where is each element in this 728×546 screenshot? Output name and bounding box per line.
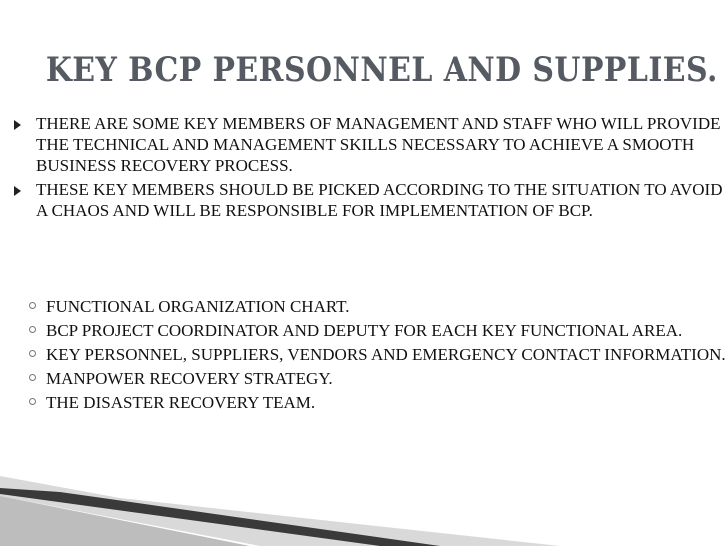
sub-bullet-item	[29, 392, 726, 413]
ring-bullet-icon	[29, 302, 36, 309]
sub-bullet-text: BCP PROJECT COORDINATOR AND DEPUTY FOR EACH KEY FUNCTIONAL AREA.	[46, 321, 683, 340]
bullet-item	[14, 113, 724, 176]
sub-bullet-text: THE DISASTER RECOVERY TEAM.	[46, 393, 316, 412]
sub-bullet-text: KEY PERSONNEL, SUPPLIERS, VENDORS AND EMERGENCY CONTACT INFORMATION.	[46, 345, 726, 364]
footer-swoosh-decoration	[0, 466, 728, 546]
ring-bullet-icon	[29, 326, 36, 333]
bullet-arrow-icon	[14, 186, 21, 196]
sub-bullet-item	[29, 368, 726, 389]
sub-bullet-item	[29, 296, 726, 317]
ring-bullet-icon	[29, 398, 36, 405]
bullet-text: THERE ARE SOME KEY MEMBERS OF MANAGEMENT AND STAFF WHO WILL PROVIDE THE TECHNICAL AND MANAGEMENT SKILLS NECESSARY TO ACHIEVE A SMOOTH BUSINESS RECOVERY PROCESS.	[36, 114, 721, 175]
sub-bullet-item	[29, 320, 726, 341]
ring-bullet-icon	[29, 374, 36, 381]
sub-bullet-text: MANPOWER RECOVERY STRATEGY.	[46, 369, 333, 388]
bullet-item	[14, 179, 724, 221]
bullet-text: THESE KEY MEMBERS SHOULD BE PICKED ACCORDING TO THE SITUATION TO AVOID A CHAOS AND WILL BE RESPONSIBLE FOR IMPLEMENTATION OF BCP.	[36, 180, 723, 220]
sub-bullet-list	[29, 296, 726, 416]
slide-title: KEY BCP PERSONNEL AND SUPPLIES.	[45, 50, 718, 90]
sub-bullet-text: FUNCTIONAL ORGANIZATION CHART.	[46, 297, 350, 316]
main-bullet-list	[14, 113, 724, 224]
sub-bullet-item	[29, 344, 726, 365]
bullet-arrow-icon	[14, 120, 21, 130]
ring-bullet-icon	[29, 350, 36, 357]
